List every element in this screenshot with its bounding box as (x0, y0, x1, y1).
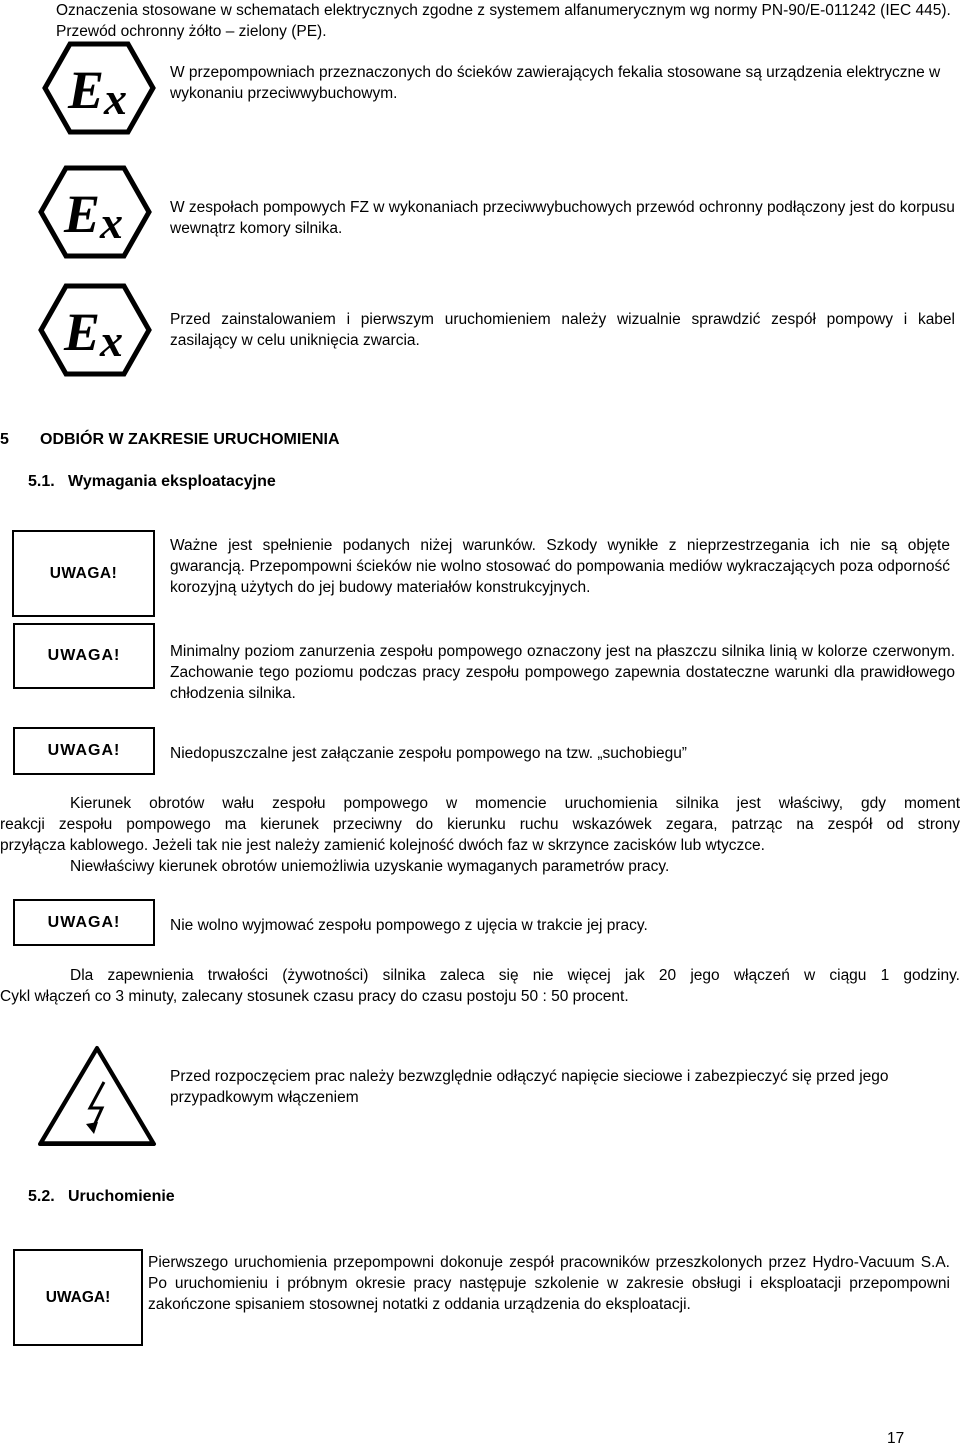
ex-explosion-protection-icon (36, 162, 154, 262)
warning-box: UWAGA! (13, 1249, 143, 1346)
subsection-number: 5.1. (28, 473, 55, 490)
high-voltage-warning-icon (34, 1042, 160, 1150)
voltage-warning-text: Przed rozpoczęciem prac należy bezwzględnie odłączyć napięcie sieciowe i zabezpieczyć się przed jego przypadkowym włączeniem (170, 1068, 889, 1106)
ex-note-text: W przepompowniach przeznaczonych do ścieków zawierających fekalia stosowane są urządzenia elektryczne w wykonaniu przeciwwybuchowym. (170, 64, 941, 102)
subsection-title: Wymagania eksploatacyjne (68, 473, 276, 490)
ex-explosion-protection-icon (40, 38, 158, 138)
warning-text: Ważne jest spełnienie podanych niżej warunków. Szkody wynikłe z nieprzestrzegania ich nie są objęte gwarancją. Przepompowni ścieków nie wolno stosować do pompowania mediów wykraczających poza odporność korozyjną użytych do jej budowy materiałów konstrukcyjnych. (170, 537, 950, 596)
durability-paragraph (0, 965, 960, 1007)
warning-text: Minimalny poziom zanurzenia zespołu pompowego oznaczony jest na płaszczu silnika linią w kolorze czerwonym. Zachowanie tego poziomu podczas pracy zespołu pompowego zapewnia dostateczne warunki dla prawidłowego chłodzenia silnika. (170, 643, 955, 702)
subsection-number: 5.2. (28, 1188, 55, 1205)
ex-explosion-protection-icon (36, 280, 154, 380)
svg-text:E: E (64, 302, 101, 362)
warning-text: Nie wolno wyjmować zespołu pompowego z ujęcia w trakcie jej pracy. (170, 917, 648, 934)
subsection-title: Uruchomienie (68, 1188, 175, 1205)
warning-box: UWAGA! (13, 623, 155, 689)
paragraph-line: Cykl włączeń co 3 minuty, zalecany stosunek czasu pracy do czasu postoju 50 : 50 procent. (0, 988, 629, 1005)
warning-text: Niedopuszczalne jest załączanie zespołu pompowego na tzw. „suchobiegu” (170, 745, 687, 762)
ex-note-text: W zespołach pompowych FZ w wykonaniach przeciwwybuchowych przewód ochronny podłączony jest do korpusu wewnątrz komory silnika. (170, 199, 955, 237)
warning-box: UWAGA! (12, 530, 155, 617)
warning-box: UWAGA! (13, 899, 155, 946)
paragraph-line: Dla zapewnienia trwałości (żywotności) silnika zaleca się nie więcej jak 20 jego włączeń w ciągu 1 godziny. (70, 967, 960, 984)
ex-note-text: Przed zainstalowaniem i pierwszym uruchomieniem należy wizualnie sprawdzić zespół pompowy i kabel zasilający w celu uniknięcia zwarcia. (170, 311, 955, 349)
svg-text:x: x (100, 197, 123, 248)
paragraph-line: reakcji zespołu pompowego ma kierunek przeciwny do kierunku ruchu wskazówek zegara, patrząc na zespół od strony (0, 816, 960, 833)
svg-text:E: E (68, 60, 105, 120)
section-number: 5 (0, 431, 9, 448)
paragraph-line: przyłącza kablowego. Jeżeli tak nie jest należy zamienić kolejność dwóch faz w skrzynce zacisków lub wtyczce. (0, 837, 765, 854)
page-number: 17 (887, 1430, 905, 1447)
svg-text:x: x (100, 315, 123, 366)
warning-text: Pierwszego uruchomienia przepompowni dokonuje zespół pracowników przeszkolonych przez Hydro-Vacuum S.A. Po uruchomieniu i próbnym okresie pracy następuje szkolenie w zakresie obsługi i eksploatacji przepompowni zakończone spisaniem stosownej notatki z oddania urządzenia do eksploatacji. (148, 1254, 950, 1313)
paragraph-line: Kierunek obrotów wału zespołu pompowego w momencie uruchomienia silnika jest właściwy, gdy moment (70, 795, 960, 812)
intro-paragraph: Oznaczenia stosowane w schematach elektrycznych zgodne z systemem alfanumerycznym wg normy PN-90/E-011242 (IEC 445). Przewód ochronny żółto – zielony (PE). (56, 2, 951, 40)
svg-text:E: E (64, 184, 101, 244)
section-title: ODBIÓR W ZAKRESIE URUCHOMIENIA (40, 431, 340, 448)
rotation-paragraph (0, 793, 960, 877)
paragraph-line: Niewłaściwy kierunek obrotów uniemożliwia uzyskanie wymaganych parametrów pracy. (70, 858, 670, 875)
warning-box: UWAGA! (13, 727, 155, 775)
svg-text:x: x (104, 73, 127, 124)
